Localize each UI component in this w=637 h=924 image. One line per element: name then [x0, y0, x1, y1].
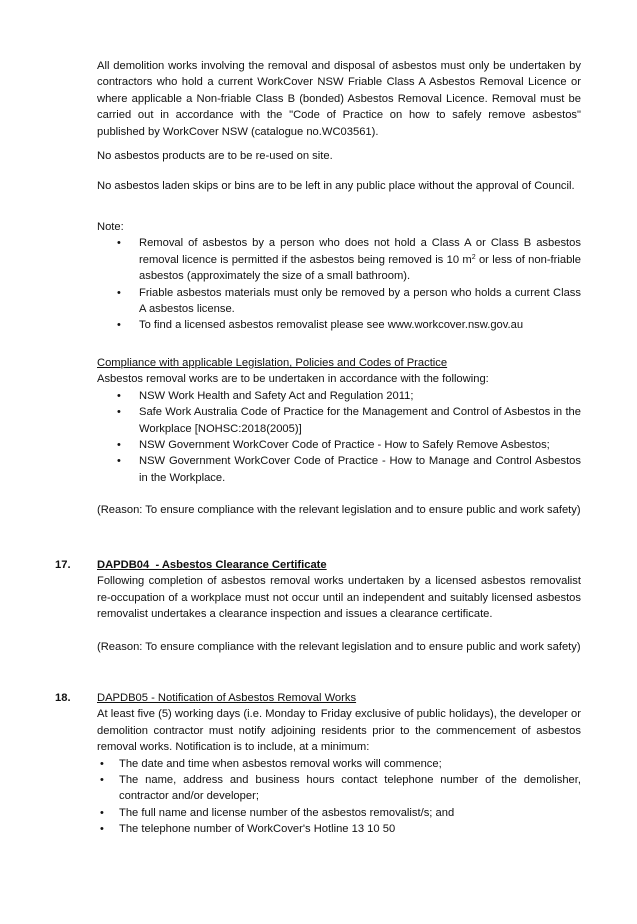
compliance-heading: Compliance with applicable Legislation, Policies and Codes of Practice — [97, 357, 448, 369]
compliance-item-text: NSW Work Health and Safety Act and Regulation 2011; — [139, 389, 414, 402]
bullet-icon: • — [100, 774, 104, 787]
list-item — [97, 317, 581, 333]
list-item — [97, 285, 581, 318]
list-item — [97, 821, 581, 837]
condition-18-title: DAPDB05 - Notification of Asbestos Removal Works — [97, 692, 357, 704]
list-item — [97, 453, 581, 486]
notification-item-text: The name, address and business hours contact telephone number of the demolisher, contractor and/or developer; — [119, 774, 581, 803]
note-item-text: To find a licensed asbestos removalist please see www.workcover.nsw.gov.au — [139, 319, 524, 332]
compliance-item-text: NSW Government WorkCover Code of Practice - How to Safely Remove Asbestos; — [139, 439, 550, 452]
condition-17-section — [97, 557, 581, 655]
compliance-item-text: NSW Government WorkCover Code of Practice - How to Manage and Control Asbestos in the Workplace. — [139, 455, 581, 484]
list-item — [97, 772, 581, 805]
note-list — [97, 235, 581, 333]
bullet-icon: • — [117, 237, 121, 250]
bullet-icon: • — [117, 389, 121, 402]
list-item — [97, 437, 581, 453]
intro-paragraph: All demolition works involving the removal and disposal of asbestos must only be undertaken by contractors who hold a current WorkCover NSW Friable Class A Asbestos Removal Licence or where applicable a Non-friable Class B (bonded) Asbestos Removal Licence. Removal must be carried out in accordance with the "Code of Practice on how to safely remove asbestos" published by WorkCover NSW (catalogue no.WC03561). — [97, 60, 581, 138]
compliance-list — [97, 388, 581, 486]
compliance-lead: Asbestos removal works are to be undertaken in accordance with the following: — [97, 373, 489, 386]
compliance-item-text: Safe Work Australia Code of Practice for the Management and Control of Asbestos in the Workplace [NOHSC:2018(2005)] — [139, 406, 581, 435]
notification-list — [97, 756, 581, 838]
bullet-icon: • — [117, 455, 121, 468]
compliance-section — [97, 355, 581, 519]
list-item — [97, 235, 581, 284]
list-item — [97, 388, 581, 404]
list-item — [97, 756, 581, 772]
note-label: Note: — [97, 221, 124, 233]
notification-item-text: The full name and license number of the asbestos removalist/s; and — [119, 806, 455, 819]
condition-18-section — [97, 690, 581, 838]
bullet-icon: • — [100, 806, 104, 819]
note-section — [97, 219, 581, 334]
compliance-reason: (Reason: To ensure compliance with the relevant legislation and to ensure public and work safety) — [97, 504, 581, 517]
note-item-text: Removal of asbestos by a person who does not hold a Class A or Class B asbestos removal licence is permitted if the asbestos being removed is 10 m — [139, 237, 581, 266]
bullet-icon: • — [117, 406, 121, 419]
bullet-icon: • — [117, 439, 121, 452]
condition-17-body: Following completion of asbestos removal works undertaken by a licensed asbestos removalist re-occupation of a workplace must not occur until an independent and suitably licensed asbestos removalist undertakes a clearance inspection and issues a clearance certificate. — [97, 575, 581, 621]
condition-18-number: 18. — [55, 692, 71, 704]
bullet-icon: • — [117, 319, 121, 332]
bullet-icon: • — [100, 823, 104, 836]
bullet-icon: • — [117, 286, 121, 299]
list-item — [97, 404, 581, 437]
no-skips-paragraph: No asbestos laden skips or bins are to be left in any public place without the approval of Council. — [97, 180, 575, 193]
condition-17-number: 17. — [55, 559, 71, 571]
condition-17-reason: (Reason: To ensure compliance with the relevant legislation and to ensure public and work safety) — [97, 640, 581, 653]
condition-18-body: At least five (5) working days (i.e. Monday to Friday exclusive of public holidays), the developer or demolition contractor must notify adjoining residents prior to the commencement of asbestos removal works. Notification is to include, at a minimum: — [97, 708, 581, 754]
notification-item-text: The telephone number of WorkCover's Hotline 13 10 50 — [119, 823, 396, 836]
bullet-icon: • — [100, 757, 104, 770]
note-item-text: Friable asbestos materials must only be removed by a person who holds a current Class A asbestos license. — [139, 286, 581, 316]
intro-section — [97, 58, 581, 195]
list-item — [97, 805, 581, 821]
no-reuse-paragraph: No asbestos products are to be re-used on site. — [97, 150, 333, 163]
notification-item-text: The date and time when asbestos removal works will commence; — [119, 757, 442, 770]
superscript: 2 — [471, 253, 476, 261]
note-item-text: or less of non-friable asbestos (approximately the size of a small bathroom). — [139, 253, 582, 283]
condition-17-title: DAPDB04 - Asbestos Clearance Certificate — [97, 559, 327, 571]
